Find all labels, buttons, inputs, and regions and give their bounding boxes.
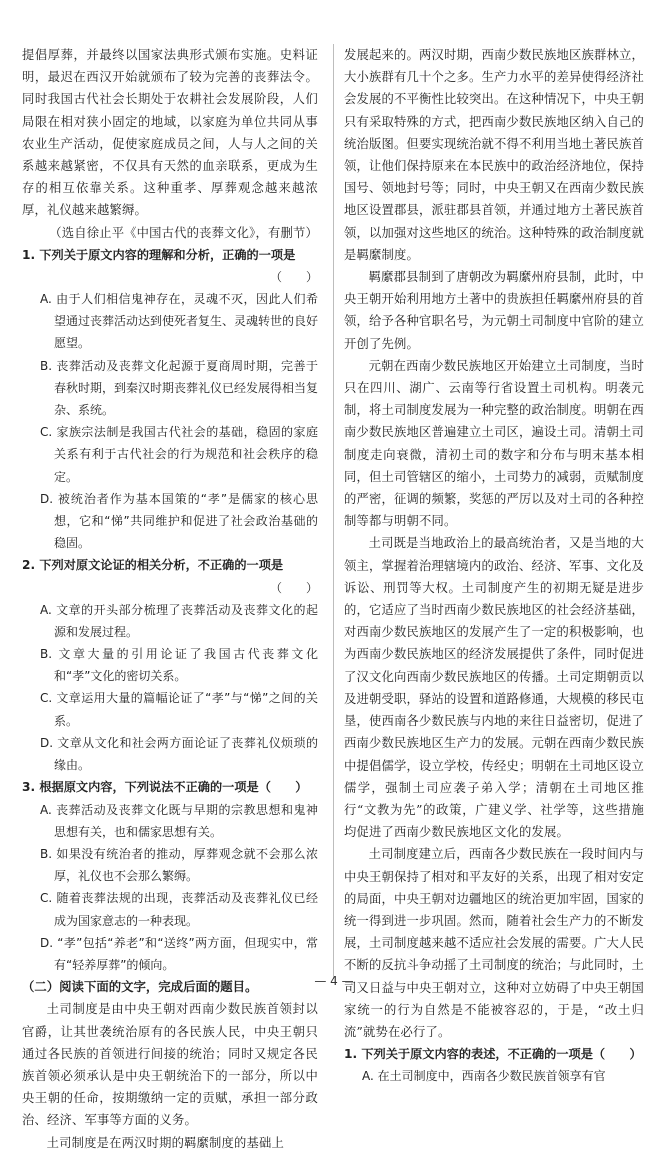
question-2-stem: 2. 下列对原文论证的相关分析，不正确的一项是 xyxy=(22,558,284,573)
passage-paragraph: 土司制度是在两汉时期的羁縻制度的基础上 xyxy=(46,1135,285,1150)
right-column xyxy=(344,44,644,1088)
question-1-option-d: D. 被统治者作为基本国策的“孝”是儒家的核心思想，它和“悌”共同维护和促进了社会政治基础的稳固。 xyxy=(40,491,318,551)
question-1-option-b: B. 丧葬活动及丧葬文化起源于夏商周时期，完善于春秋时期，到秦汉时期丧葬礼仪已经发展得相当复杂、系统。 xyxy=(40,358,319,418)
passage-paragraph: 发展起来的。两汉时期，西南少数民族地区族群林立，大小族群有几十个之多。生产力水平的差异使得经济社会发展的不平衡性比较突出。在这种情况下，中央王朝只有采取特殊的方式，把西南少数民族地区纳入自己的统治版图。但要实现统治就不得不利用当地土著民族首领，让他们保持原来在本民族中的政治经济地位，保持国号、领地封号等；同时，中央王朝又在西南少数民族地区设置郡县，派驻郡县首领，并通过地方土著民族首领，以加强对这些地区的统治。这种特殊的政治制度就是羁縻制度。 xyxy=(344,48,644,262)
question-2-option-d: D. 文章从文化和社会两方面论证了丧葬礼仪烦琐的缘由。 xyxy=(40,735,318,773)
column-divider xyxy=(333,44,334,979)
question-2-option-b: B. 文章大量的引用论证了我国古代丧葬文化和“孝”文化的密切关系。 xyxy=(40,647,318,684)
question-3-option-a: A. 丧葬活动及丧葬文化既与早期的宗教思想和鬼神思想有关，也和儒家思想有关。 xyxy=(40,802,318,839)
passage-paragraph: 土司制度建立后，西南各少数民族在一段时间内与中央王朝保持了相对和平友好的关系，出现了相对安定的局面，中央王朝对边疆地区的统治更加牢固，国家的统一得到进一步巩固。然而，随着社会生产力的不断发展，土司制度越来越不适应社会发展的需要。广大人民不断的反抗斗争动摇了土司制度的统治；与此同时，土司又日益与中央王朝对立，这种对立妨碍了中央王朝国家统一的行为自然是不能被容忍的，于是，“改土归流”就势在必行了。 xyxy=(344,847,644,1039)
question-1-stem: 1. 下列关于原文内容的理解和分析，正确的一项是 xyxy=(22,247,296,262)
question-3-option-d: D. “孝”包括“养老”和“送终”两方面，但现实中，常有“轻养厚葬”的倾向。 xyxy=(40,935,318,972)
question-1-option-a: A. 在土司制度中，西南各少数民族首领享有官 xyxy=(362,1069,606,1084)
question-1-stem: 1. 下列关于原文内容的表述，不正确的一项是（ ） xyxy=(344,1047,642,1062)
passage-continuation: 提倡厚葬，并最终以国家法典形式颁布实施。史料证明，最迟在西汉开始就颁布了较为完善的丧葬法令。同时我国古代社会长期处于农耕社会发展阶段，人们局限在相对狭小固定的地域，以家庭为单位共同从事农业生产活动，促使家庭成员之间，人与人之间的关系越来越紧密，不仅具有天然的血亲联系，更成为生存的相互依靠关系。这种重孝、厚葬观念越来越浓厚，礼仪越来越繁缛。 xyxy=(22,48,318,218)
question-1-answer-blank: （ ） xyxy=(269,270,318,285)
question-3-stem: 3. 根据原文内容，下列说法不正确的一项是（ ） xyxy=(22,780,308,795)
passage-paragraph: 土司既是当地政治上的最高统治者，又是当地的大领主，掌握着治理辖境内的政治、经济、军事、文化及诉讼、刑罚等大权。土司制度产生的初期无疑是进步的，它适应了当时西南少数民族地区的社会经济基础，对西南少数民族地区的发展产生了一定的积极影响，也为西南少数民族地区的经济发展提供了条件，同时促进了汉文化向西南少数民族地区的传播。土司定期朝贡以及进朝受职，驿站的设置和道路修通，大规模的移民屯垦，使西南各少数民族与内地的来往日益密切，促进了西南少数民族地区生产力的发展。元朝在西南少数民族中提倡儒学，设立学校，传经史；明朝在土司地区设立儒学，强制土司应袭子弟入学；清朝在土司地区推行“文教为先”的政策，广建义学、社学等，这些措施均促进了西南少数民族地区文化的发展。 xyxy=(344,536,644,840)
page-number: — 4 — xyxy=(314,974,354,988)
question-2-option-a: A. 文章的开头部分梳理了丧葬活动及丧葬文化的起源和发展过程。 xyxy=(40,602,318,639)
section-heading: （二）阅读下面的文字，完成后面的题目。 xyxy=(22,979,258,995)
source-citation: （选自徐止平《中国古代的丧葬文化》，有删节） xyxy=(49,225,318,240)
question-3-option-b: B. 如果没有统治者的推动，厚葬观念就不会那么浓厚，礼仪也不会那么繁缛。 xyxy=(40,846,318,884)
passage-paragraph: 羁縻郡县制到了唐朝改为羁縻州府县制，此时，中央王朝开始利用地方土著中的贵族担任羁縻州府县的首领，给予各种官职名号，为元朝土司制度中官阶的建立开创了先例。 xyxy=(344,270,644,351)
passage-paragraph: 土司制度是由中央王朝对西南少数民族首领封以官爵，让其世袭统治原有的各民族人民，中央王朝只通过各民族的首领进行间接的统治；同时又规定各民族首领必须承认是中央王朝统治下的一部分，所以中央王朝的任命，按期缴纳一定的贡赋，承担一部分政治、经济、军事等方面的义务。 xyxy=(22,1002,318,1128)
question-1-option-c: C. 家族宗法制是我国古代社会的基础，稳固的家庭关系有利于古代社会的行为规范和社会秩序的稳定。 xyxy=(40,425,318,484)
question-3-option-c: C. 随着丧葬法规的出现，丧葬活动及丧葬礼仪已经成为国家意志的一种表现。 xyxy=(40,891,318,928)
question-2-answer-blank: （ ） xyxy=(269,580,318,595)
passage-paragraph: 元朝在西南少数民族地区开始建立土司制度，当时只在四川、湖广、云南等行省设置土司机构。明袭元制，将土司制度发展为一种完整的政治制度。明朝在西南少数民族地区普遍建立土司区，遍设土司。清朝土司制度走向衰微，清初土司的数字和分布与明末基本相同，但土司管辖区的缩小，土司势力的减弱，贡赋制度的严密，征调的频繁，奖惩的严厉以及对土司的各种控制等都与明朝不同。 xyxy=(344,358,644,529)
question-1-option-a: A. 由于人们相信鬼神存在，灵魂不灭，因此人们希望通过丧葬活动达到使死者复生、灵魂转世的良好愿望。 xyxy=(40,292,319,351)
question-2-option-c: C. 文章运用大量的篇幅论证了“孝”与“悌”之间的关系。 xyxy=(40,691,318,728)
